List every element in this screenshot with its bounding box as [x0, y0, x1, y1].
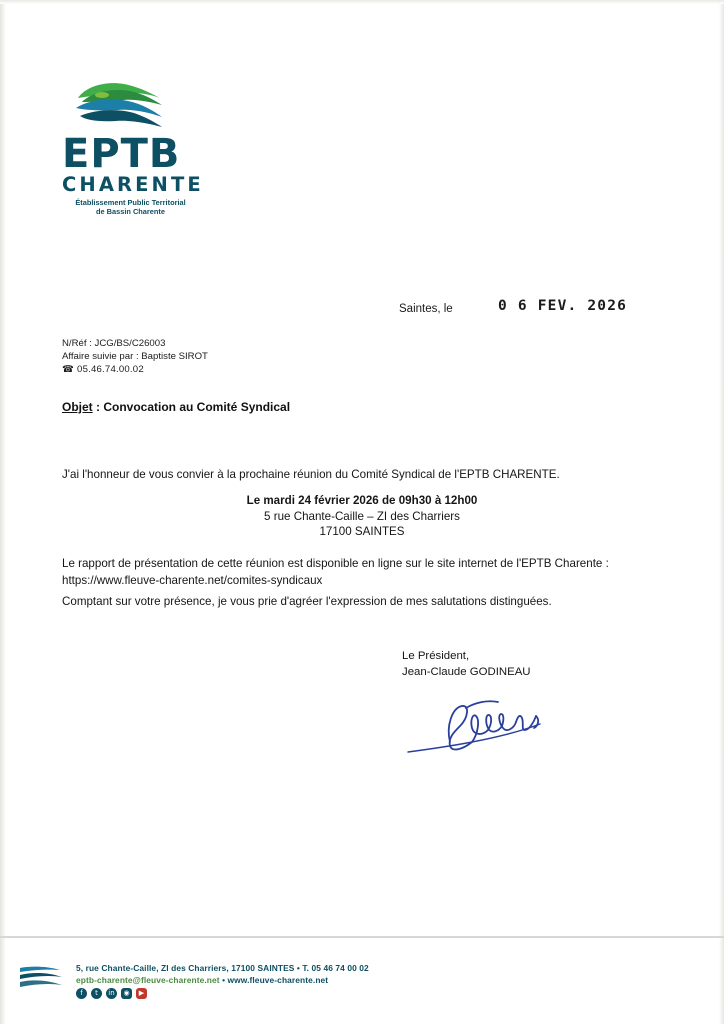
- phone-line: [62, 363, 208, 376]
- body-paragraph-2: [62, 556, 662, 589]
- footer-separator: •: [219, 975, 228, 986]
- signatory-name: Jean-Claude GODINEAU: [402, 666, 531, 678]
- scan-edge-top: [0, 0, 724, 4]
- facebook-icon[interactable]: f: [76, 988, 87, 999]
- subject-line: [62, 400, 290, 414]
- footer-address: 5, rue Chante-Caille, ZI des Charriers, 17100 SAINTES • T. 05 46 74 00 02: [76, 963, 369, 973]
- footer-website[interactable]: www.fleuve-charente.net: [227, 975, 329, 986]
- case-handler: Affaire suivie par : Baptiste SIROT: [62, 351, 208, 363]
- body-paragraph-1: J'ai l'honneur de vous convier à la prochaine réunion du Comité Syndical de l'EPTB CHARENTE.: [62, 468, 560, 481]
- signature-block: [402, 648, 531, 680]
- org-tagline: [64, 198, 197, 217]
- phone-number: 05.46.74.00.02: [77, 364, 144, 376]
- subject-separator: :: [92, 400, 104, 414]
- youtube-icon[interactable]: ▶: [136, 988, 147, 999]
- org-tagline-line1: Établissement Public Territorial: [75, 198, 186, 207]
- org-region: CHARENTE: [62, 173, 204, 196]
- org-tagline-line2: de Bassin Charente: [95, 207, 165, 217]
- date-stamp: 0 6 FEV. 2026: [498, 298, 628, 314]
- body-paragraph-3: Comptant sur votre présence, je vous prie d'agréer l'expression de mes salutations distinguées.: [62, 595, 552, 608]
- footer-email[interactable]: eptb-charente@fleuve-charente.net: [76, 975, 220, 986]
- footer-contact: [76, 962, 369, 986]
- footer-divider: [0, 936, 724, 938]
- reference-number: N/Réf : JCG/BS/C26003: [62, 338, 166, 349]
- place-line: Saintes, le: [399, 303, 453, 315]
- telephone-icon: ☎: [62, 364, 75, 376]
- twitter-icon[interactable]: t: [91, 988, 102, 999]
- report-availability-text: Le rapport de présentation de cette réunion est disponible en ligne sur le site internet de l'EPTB Charente :: [62, 557, 609, 570]
- org-name: EPTB: [62, 131, 181, 177]
- subject-label: Objet: [62, 400, 93, 414]
- reference-block: [62, 337, 208, 377]
- letterhead-logo: [62, 78, 252, 217]
- subject-value: Convocation au Comité Syndical: [103, 400, 291, 414]
- meeting-address: 5 rue Chante-Caille – ZI des Charriers: [264, 509, 460, 523]
- report-url[interactable]: https://www.fleuve-charente.net/comites-syndicaux: [62, 573, 323, 587]
- meeting-datetime: Le mardi 24 février 2026 de 09h30 à 12h00: [246, 494, 478, 507]
- river-basin-logo-icon: [72, 78, 168, 130]
- footer-social-links: [76, 988, 147, 999]
- meeting-details: [0, 493, 724, 540]
- instagram-icon[interactable]: ◉: [121, 988, 132, 999]
- wave-mark-icon: [20, 964, 66, 992]
- meeting-city: 17100 SAINTES: [319, 525, 405, 539]
- handwritten-signature-icon: [388, 690, 558, 760]
- linkedin-icon[interactable]: in: [106, 988, 117, 999]
- signatory-title: Le Président,: [402, 650, 470, 662]
